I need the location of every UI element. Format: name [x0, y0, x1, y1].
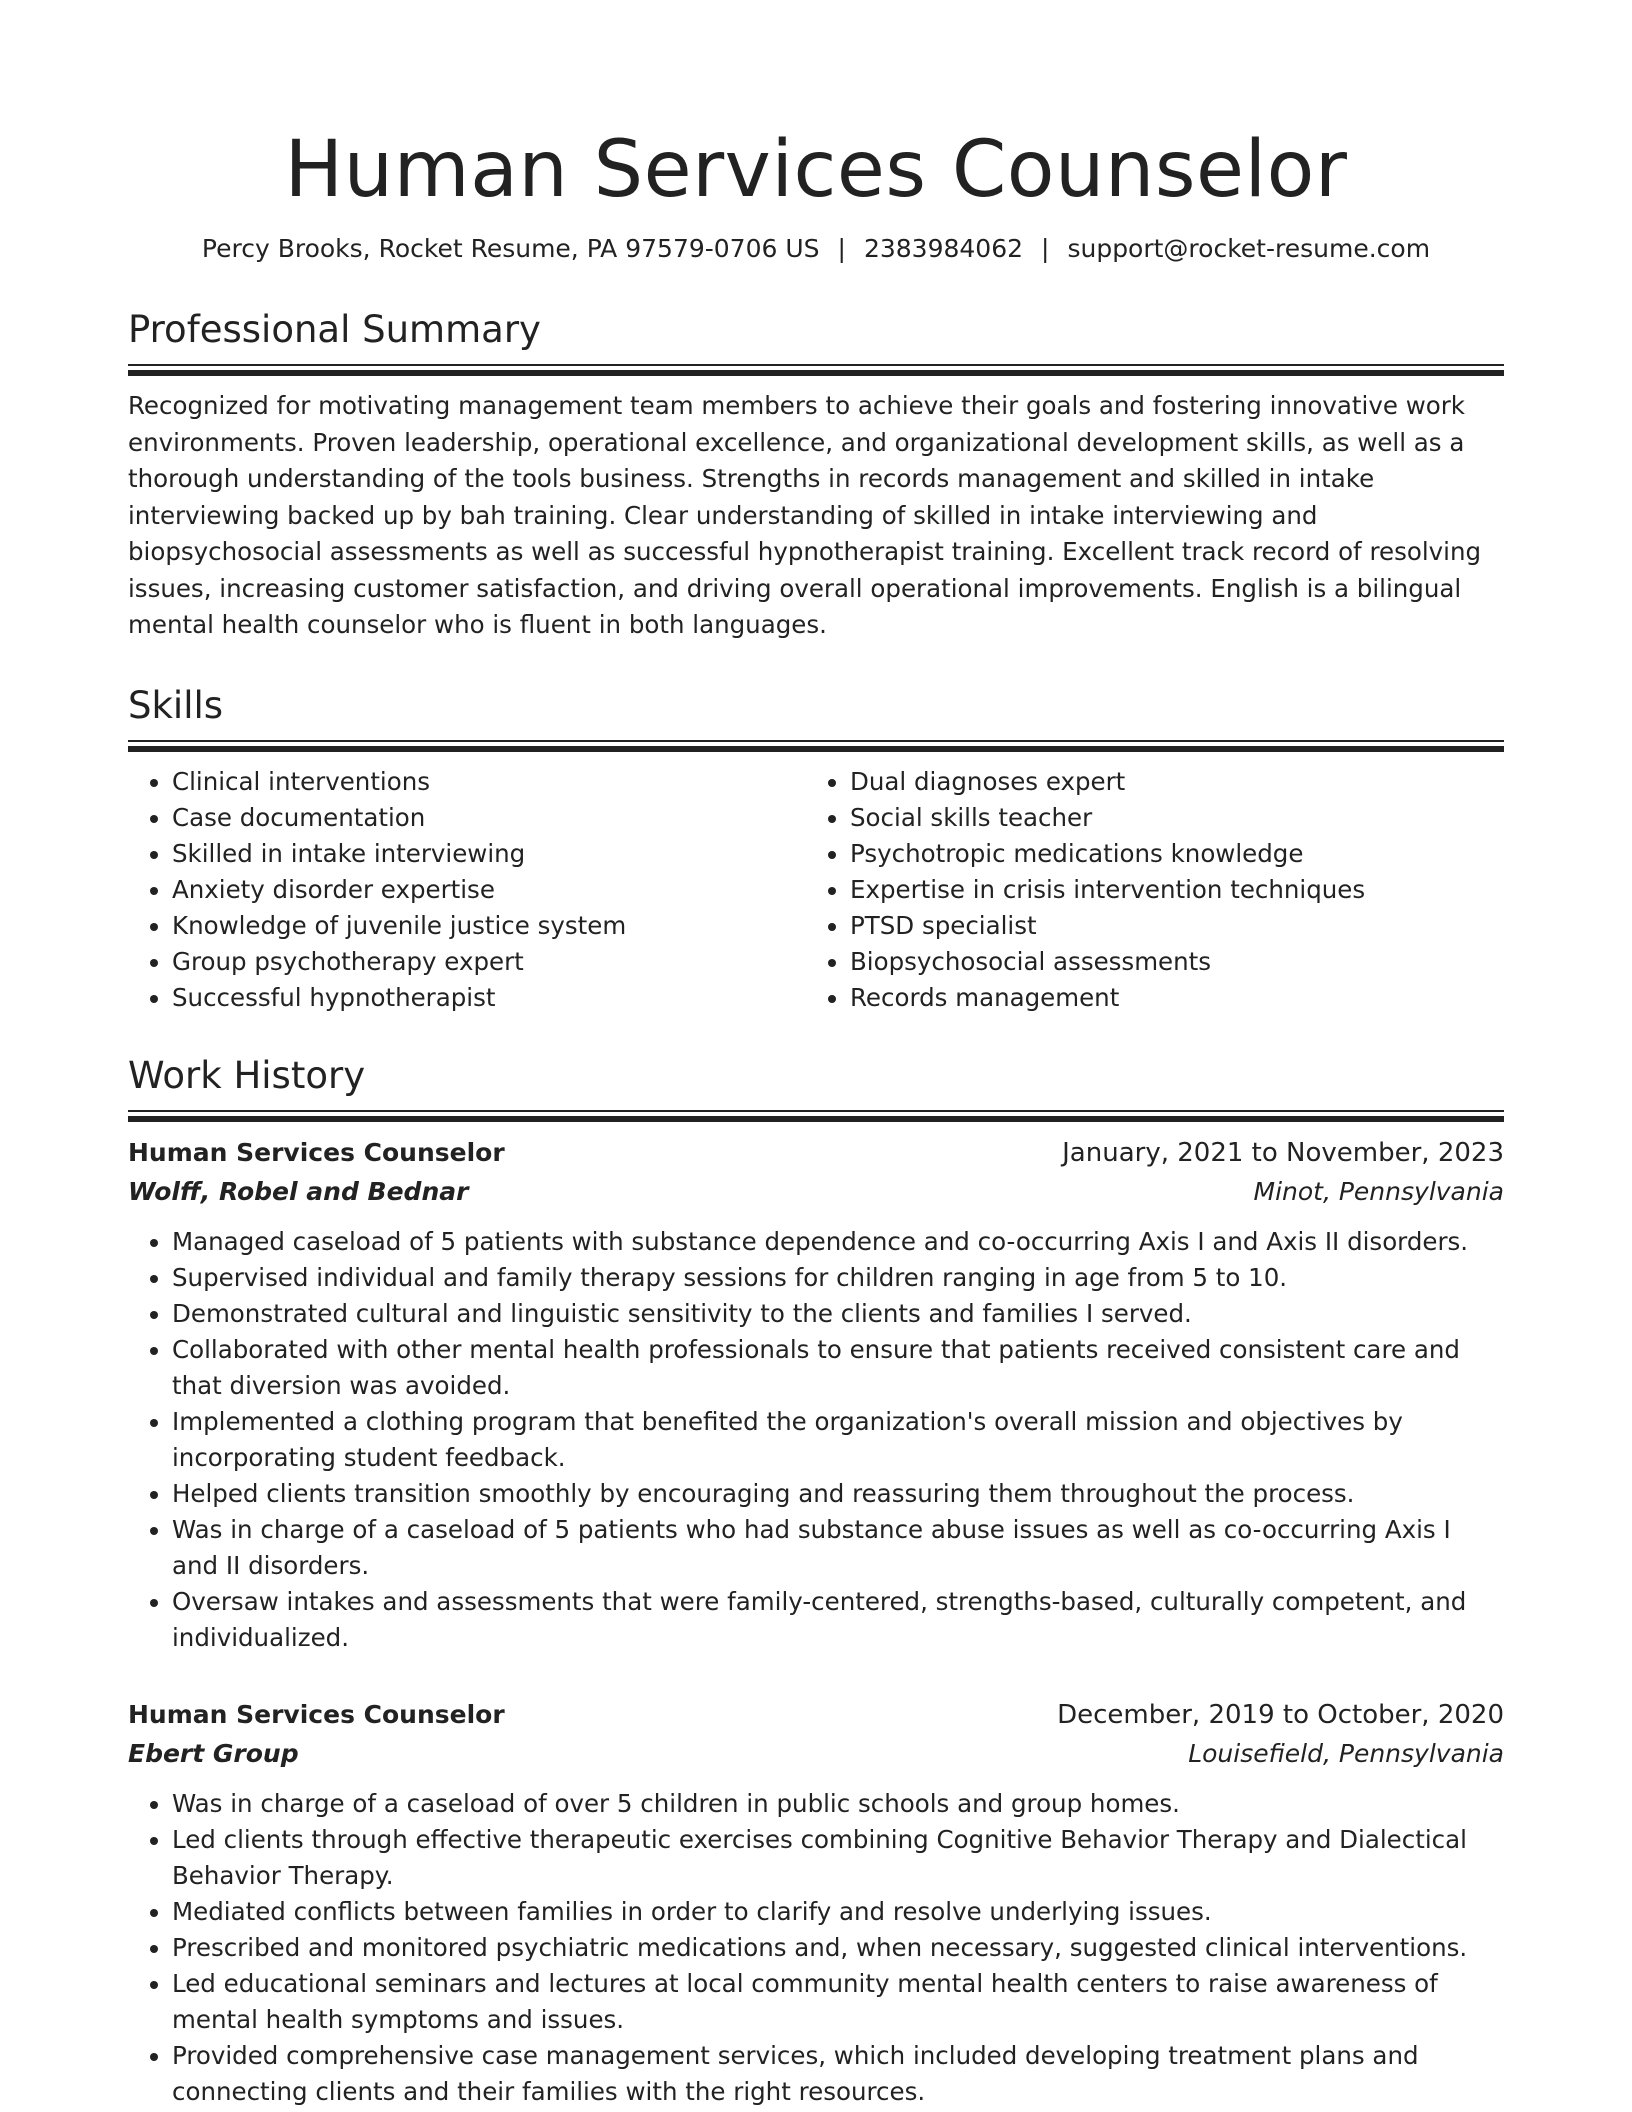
skill-item: • Knowledge of juvenile justice system: [172, 908, 806, 944]
contact-separator: |: [1041, 234, 1050, 263]
skills-column-left: [128, 764, 806, 1016]
skill-item: • Social skills teacher: [850, 800, 1484, 836]
contact-separator: |: [837, 234, 846, 263]
resume-page: [128, 0, 1504, 2110]
skill-item: • Anxiety disorder expertise: [172, 872, 806, 908]
skill-item: • Case documentation: [172, 800, 806, 836]
job-company-row: [128, 1734, 1504, 1774]
section-heading: Skills: [128, 683, 224, 727]
skill-item: • Group psychotherapy expert: [172, 944, 806, 980]
job-bullet: • Helped clients transition smoothly by encouraging and reassuring them throughout the process.: [172, 1476, 1504, 1512]
job-bullet: • Implemented a clothing program that benefited the organization's overall mission and objectives by incorporating student feedback.: [172, 1404, 1504, 1476]
job-location: Louisefield, Pennsylvania: [1188, 1738, 1504, 1768]
job-title: Human Services Counselor: [128, 1699, 505, 1729]
skills-column-right: [806, 764, 1484, 1016]
job-entry: [128, 1696, 1504, 2110]
job-bullet: • Was in charge of a caseload of 5 patients who had substance abuse issues as well as co-occurring Axis I and II disorders.: [172, 1512, 1504, 1584]
job-bullet: • Supervised individual and family therapy sessions for children ranging in age from 5 to 10.: [172, 1260, 1504, 1296]
skill-item: • PTSD specialist: [850, 908, 1484, 944]
job-location: Minot, Pennsylvania: [1253, 1176, 1504, 1206]
job-bullet: • Managed caseload of 5 patients with substance dependence and co-occurring Axis I and Axis II disorders.: [172, 1224, 1504, 1260]
skills-grid: [128, 764, 1504, 1016]
job-bullet: • Led educational seminars and lectures at local community mental health centers to raise awareness of mental health symptoms and issues.: [172, 1966, 1504, 2038]
skill-item: • Expertise in crisis intervention techniques: [850, 872, 1484, 908]
job-bullet: • Collaborated with other mental health professionals to ensure that patients received consistent care and that diversion was avoided.: [172, 1332, 1504, 1404]
job-dates: January, 2021 to November, 2023: [1062, 1137, 1504, 1168]
job-header-row: [128, 1134, 1504, 1172]
skill-item: • Successful hypnotherapist: [172, 980, 806, 1016]
section-divider: [128, 1110, 1504, 1116]
job-bullet: • Oversaw intakes and assessments that were family-centered, strengths-based, culturally competent, and individualized.: [172, 1584, 1504, 1656]
resume-title: Human Services Counselor: [284, 125, 1348, 215]
contact-phone: 2383984062: [863, 234, 1024, 263]
job-bullet: • Provided comprehensive case management services, which included developing treatment plans and connecting clients and their families with the right resources.: [172, 2038, 1504, 2110]
contact-address: Percy Brooks, Rocket Resume, PA 97579-0706 US: [201, 234, 820, 263]
job-company-row: [128, 1172, 1504, 1212]
job-title: Human Services Counselor: [128, 1137, 505, 1167]
skill-item: • Dual diagnoses expert: [850, 764, 1484, 800]
section-heading: Professional Summary: [128, 308, 541, 351]
job-header-row: [128, 1696, 1504, 1734]
job-company: Ebert Group: [128, 1738, 299, 1768]
skill-item: • Clinical interventions: [172, 764, 806, 800]
job-company: Wolff, Robel and Bednar: [128, 1176, 469, 1206]
job-dates: December, 2019 to October, 2020: [1057, 1699, 1504, 1730]
skills-section: [128, 682, 1504, 1016]
skill-item: • Psychotropic medications knowledge: [850, 836, 1484, 872]
skill-item: • Skilled in intake interviewing: [172, 836, 806, 872]
job-bullets: [128, 1786, 1504, 2110]
contact-line: [128, 232, 1504, 266]
contact-email: support@rocket-resume.com: [1067, 234, 1431, 263]
skill-item: • Records management: [850, 980, 1484, 1016]
job-bullet: • Prescribed and monitored psychiatric medications and, when necessary, suggested clinical interventions.: [172, 1930, 1504, 1966]
section-divider: [128, 364, 1504, 370]
job-bullets: [128, 1224, 1504, 1656]
job-bullet: • Mediated conflicts between families in order to clarify and resolve underlying issues.: [172, 1894, 1504, 1930]
work-history-section: [128, 1052, 1504, 2110]
professional-summary-section: [128, 306, 1504, 644]
job-entry: [128, 1134, 1504, 1656]
job-bullet: • Was in charge of a caseload of over 5 children in public schools and group homes.: [172, 1786, 1504, 1822]
job-bullet: • Demonstrated cultural and linguistic sensitivity to the clients and families I served.: [172, 1296, 1504, 1332]
summary-text: Recognized for motivating management team members to achieve their goals and fostering innovative work environments. Proven leadership, operational excellence, and organizational development skills, as well as a thorough understanding of the tools business. Strengths in records management and skilled in intake interviewing backed up by bah training. Clear understanding of skilled in intake interviewing and biopsychosocial assessments as well as successful hypnotherapist training. Excellent track record of resolving issues, increasing customer satisfaction, and driving overall operational improvements. English is a bilingual mental health counselor who is fluent in both languages.: [128, 391, 1482, 639]
section-heading: Work History: [128, 1053, 366, 1097]
section-divider: [128, 740, 1504, 746]
skill-item: • Biopsychosocial assessments: [850, 944, 1484, 980]
job-bullet: • Led clients through effective therapeutic exercises combining Cognitive Behavior Therapy and Dialectical Behavior Therapy.: [172, 1822, 1504, 1894]
